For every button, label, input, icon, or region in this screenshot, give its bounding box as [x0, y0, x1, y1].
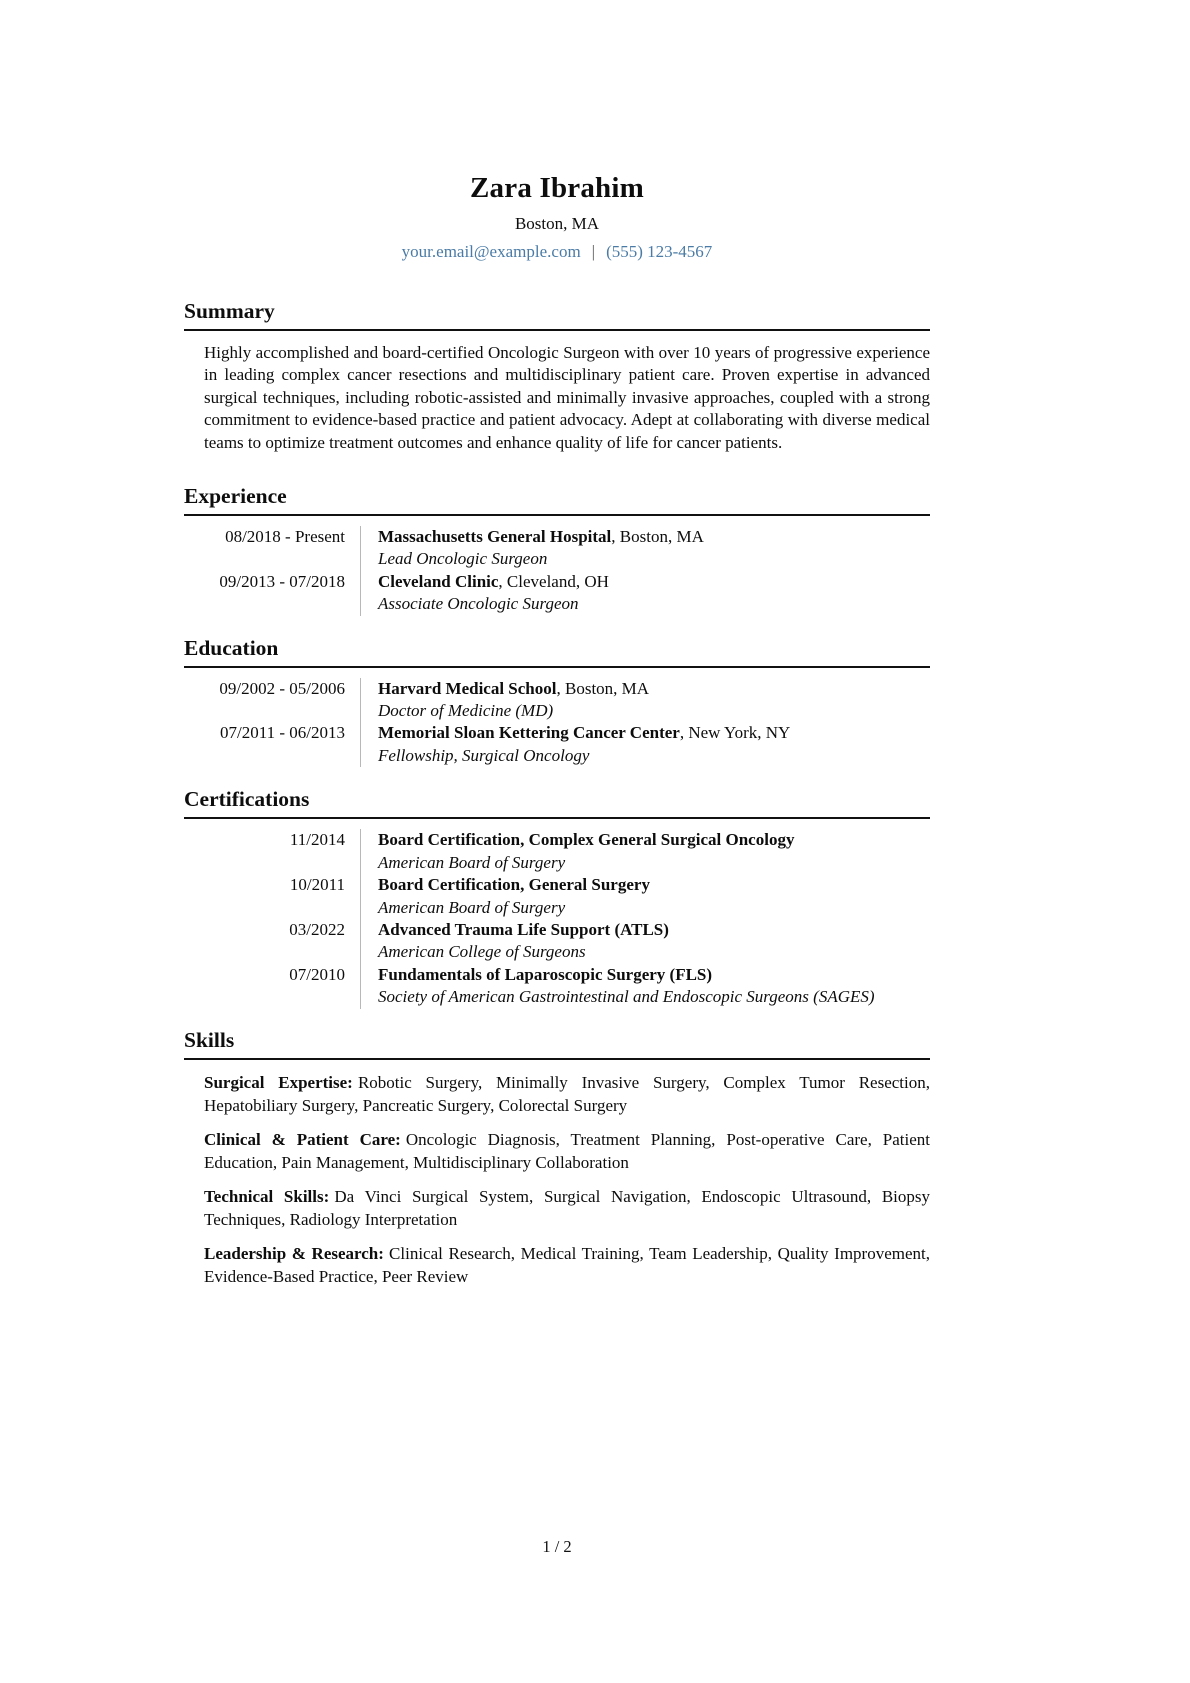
entry-role: Associate Oncologic Surgeon [378, 594, 579, 614]
entry-role: Lead Oncologic Surgeon [378, 549, 548, 569]
skill-category-values: Robotic Surgery, Minimally Invasive Surgery, Complex Tumor Resection, Hepatobiliary Surgery, Pancreatic Surgery, Colorectal Surgery [204, 1072, 930, 1115]
entry-dates: 03/2022 [289, 919, 345, 939]
entry-location: , Boston, MA [556, 678, 650, 698]
person-location: Boston, MA [514, 214, 600, 233]
education-entry [184, 678, 930, 723]
certification-name: Fundamentals of Laparoscopic Surgery (FLS) [378, 964, 713, 984]
certification-issuer: American Board of Surgery [378, 897, 566, 917]
certification-entry [184, 829, 930, 874]
entry-title [378, 526, 930, 548]
summary-title: Summary [184, 299, 275, 323]
entry-title [378, 678, 930, 700]
skill-category-values: Clinical Research, Medical Training, Team Leadership, Quality Improvement, Evidence-Based Practice, Peer Review [204, 1243, 930, 1286]
page-number: 1 / 2 [542, 1537, 572, 1556]
certification-issuer: Society of American Gastrointestinal and Endoscopic Surgeons (SAGES) [378, 987, 875, 1007]
entry-dates: 09/2002 - 05/2006 [219, 678, 345, 698]
certification-entry [184, 919, 930, 964]
skill-category-label: Surgical Expertise: [204, 1072, 353, 1092]
education-title: Education [184, 635, 279, 660]
skill-category-label: Technical Skills: [204, 1186, 330, 1206]
skill-category [184, 1128, 930, 1174]
certification-entry [184, 874, 930, 919]
contact-separator: | [591, 242, 596, 261]
entry-body [360, 526, 930, 571]
entry-body [360, 722, 930, 767]
skills-rule [184, 1058, 930, 1060]
section-certifications [184, 787, 930, 1008]
section-skills [184, 1028, 930, 1288]
entry-dates: 09/2013 - 07/2018 [219, 571, 345, 591]
entry-dates: 07/2011 - 06/2013 [220, 723, 345, 743]
entry-institution: Harvard Medical School [378, 678, 557, 698]
summary-rule [184, 329, 930, 331]
certification-name: Advanced Trauma Life Support (ATLS) [378, 919, 669, 939]
certifications-title: Certifications [184, 787, 310, 812]
experience-entry [184, 571, 930, 616]
skill-category-values: Oncologic Diagnosis, Treatment Planning, Post-operative Care, Patient Education, Pain Management, Multidisciplinary Collaboration [204, 1129, 931, 1172]
entry-organization: Massachusetts General Hospital [378, 527, 612, 547]
entry-location: , New York, NY [679, 723, 791, 743]
certification-issuer: American Board of Surgery [378, 852, 566, 872]
entry-dates: 10/2011 [289, 875, 345, 895]
certification-name: Board Certification, General Surgery [378, 875, 650, 895]
certification-entries [184, 829, 930, 1008]
entry-body [360, 964, 930, 1009]
skills-title: Skills [184, 1027, 235, 1052]
section-education [184, 636, 930, 768]
skill-category-values: Da Vinci Surgical System, Surgical Navigation, Endoscopic Ultrasound, Biopsy Techniques, Radiology Interpretation [204, 1186, 930, 1229]
entry-organization: Cleveland Clinic [378, 571, 499, 591]
education-entry [184, 722, 930, 767]
entry-location: , Cleveland, OH [498, 571, 609, 591]
entry-degree: Fellowship, Surgical Oncology [378, 745, 590, 765]
entry-body [360, 874, 930, 919]
person-name: Zara Ibrahim [470, 172, 644, 204]
header [184, 0, 930, 262]
phone-link[interactable]: (555) 123-4567 [606, 242, 713, 261]
resume-content [184, 0, 930, 1288]
certification-issuer: American College of Surgeons [378, 942, 586, 962]
summary-paragraph: Highly accomplished and board-certified Oncologic Surgeon with over 10 years of progressive experience in leading complex cancer resections and multidisciplinary patient care. Proven expertise in advanced surgical techniques, including robotic-assisted and minimally invasive approaches, coupled with a strong commitment to evidence-based practice and patient advocacy. Adept at collaborating with diverse medical teams to optimize treatment outcomes and enhance quality of life for cancer patients. [204, 343, 930, 452]
section-summary [184, 299, 930, 454]
education-rule [184, 666, 930, 668]
experience-rule [184, 514, 930, 516]
experience-title: Experience [184, 484, 287, 509]
skill-category [184, 1071, 930, 1117]
entry-location: , Boston, MA [611, 527, 704, 547]
email-link[interactable]: your.email@example.com [401, 242, 581, 261]
entry-title [378, 722, 930, 744]
entry-body [360, 678, 930, 723]
skills-list [184, 1071, 930, 1288]
skill-category-label: Clinical & Patient Care: [204, 1129, 401, 1149]
entry-dates: 07/2010 [289, 964, 345, 984]
skill-category [184, 1185, 930, 1231]
section-experience [184, 484, 930, 616]
skill-category [184, 1242, 930, 1288]
entry-dates: 11/2014 [289, 830, 345, 850]
experience-entry [184, 526, 930, 571]
entry-degree: Doctor of Medicine (MD) [378, 701, 554, 721]
experience-entries [184, 526, 930, 616]
entry-body [360, 919, 930, 964]
certification-entry [184, 964, 930, 1009]
education-entries [184, 678, 930, 768]
entry-body [360, 829, 930, 874]
entry-institution: Memorial Sloan Kettering Cancer Center [378, 723, 680, 743]
contact-line [184, 242, 930, 262]
entry-body [360, 571, 930, 616]
entry-dates: 08/2018 - Present [225, 527, 345, 547]
certification-name: Board Certification, Complex General Surgical Oncology [378, 830, 795, 850]
skill-category-label: Leadership & Research: [204, 1243, 384, 1263]
entry-title [378, 571, 930, 593]
certifications-rule [184, 817, 930, 819]
